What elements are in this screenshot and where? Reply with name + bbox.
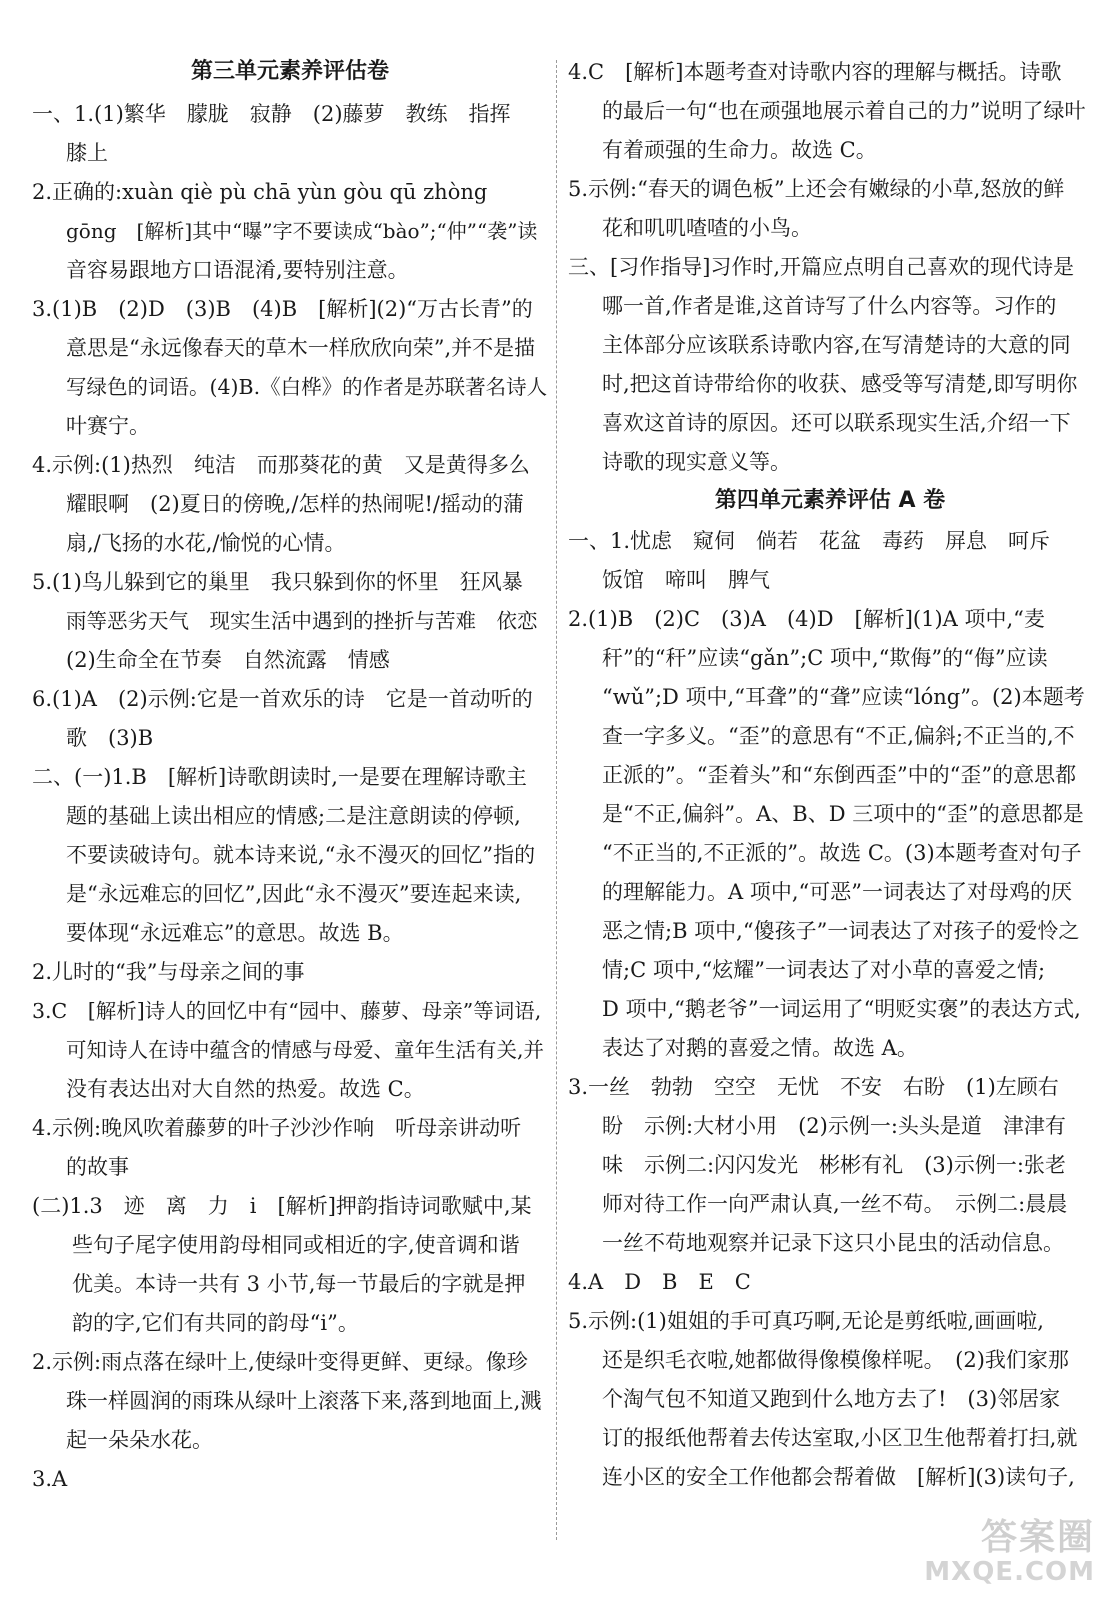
watermark-logo: 答案圈	[980, 1517, 1095, 1558]
answer-line: 主体部分应该联系诗歌内容,在写清楚诗的大意的同	[602, 333, 1071, 357]
answer-line: 哪一首,作者是谁,这首诗写了什么内容等。习作的	[602, 294, 1057, 318]
answer-line: gōng [解析]其中“曝”字不要读成“bào”;“仲”“袭”读	[66, 219, 538, 243]
answer-line: 雨等恶劣天气 现实生活中遇到的挫折与苦难 依恋	[66, 609, 538, 633]
answer-line: 写绿色的词语。(4)B.《白桦》的作者是苏联著名诗人	[66, 375, 548, 399]
answer-line: 5.(1)鸟儿躲到它的巢里 我只躲到你的怀里 狂风暴	[32, 570, 523, 594]
answer-line: 3.一丝 勃勃 空空 无忧 不安 右盼 (1)左顾右	[568, 1075, 1059, 1099]
answer-line: 的故事	[66, 1155, 129, 1179]
answer-line: 饭馆 啼叫 脾气	[602, 568, 770, 592]
answer-line: 花和叽叽喳喳的小鸟。	[602, 216, 812, 240]
answer-line: 时,把这首诗带给你的收获、感受等写清楚,即写明你	[602, 372, 1078, 396]
answer-line: 不要读破诗句。就本诗来说,“永不漫灭的回忆”指的	[66, 843, 536, 867]
answer-line: 二、(一)1.B [解析]诗歌朗读时,一是要在理解诗歌主	[32, 765, 527, 789]
answer-line: 是“永远难忘的回忆”,因此“永不漫灭”要连起来读,	[66, 882, 522, 906]
section-title-unit4: 第四单元素养评估 A 卷	[714, 488, 946, 513]
answer-line: 三、[习作指导]习作时,开篇应点明自己喜欢的现代诗是	[568, 255, 1075, 279]
answer-line: 3.C [解析]诗人的回忆中有“园中、藤萝、母亲”等词语,	[32, 999, 542, 1023]
answer-line: 一、1.(1)繁华 朦胧 寂静 (2)藤萝 教练 指挥	[32, 102, 511, 126]
answer-line: 扇,/飞扬的水花,/愉悦的心情。	[66, 531, 346, 555]
answer-line: 恶之情;B 项中,“傻孩子”一词表达了对孩子的爱怜之	[602, 919, 1080, 943]
answer-line: 2.示例:雨点落在绿叶上,使绿叶变得更鲜、更绿。像珍	[32, 1350, 528, 1374]
answer-line: 题的基础上读出相应的情感;二是注意朗读的停顿,	[66, 804, 521, 828]
answer-line: 味 示例二:闪闪发光 彬彬有礼 (3)示例一:张老	[602, 1153, 1066, 1177]
answer-line: 音容易跟地方口语混淆,要特别注意。	[66, 258, 409, 282]
answer-line: (二)1.3 迹 离 力 i [解析]押韵指诗词歌赋中,某	[32, 1194, 532, 1218]
answer-line: “不正当的,不正派的”。故选 C。(3)本题考查对句子	[602, 841, 1082, 865]
answer-line: 4.示例:晚风吹着藤萝的叶子沙沙作响 听母亲讲动听	[32, 1116, 522, 1140]
answer-line: 表达了对鹅的喜爱之情。故选 A。	[602, 1036, 918, 1060]
answer-line: “wǔ”;D 项中,“耳聋”的“聋”应读“lóng”。(2)本题考	[602, 685, 1085, 709]
answer-line: 叶赛宁。	[66, 414, 150, 438]
answer-line: 意思是“永远像春天的草木一样欣欣向荣”,并不是描	[66, 336, 536, 360]
site-watermark	[924, 1518, 1095, 1586]
answer-line: 4.A D B E C	[568, 1270, 751, 1294]
answer-line: 2.儿时的“我”与母亲之间的事	[32, 960, 305, 984]
answer-line: 珠一样圆润的雨珠从绿叶上滚落下来,落到地面上,溅	[66, 1389, 542, 1413]
answer-line: (2)生命全在节奏 自然流露 情感	[66, 648, 390, 672]
answer-line: 的理解能力。A 项中,“可恶”一词表达了对母鸡的厌	[602, 880, 1072, 904]
answer-line: 连小区的安全工作他都会帮着做 [解析](3)读句子,	[602, 1465, 1075, 1489]
answer-line: 订的报纸他帮着去传达室取,小区卫生他帮着打扫,就	[602, 1426, 1078, 1450]
answer-line: 优美。本诗一共有 3 小节,每一节最后的字就是押	[72, 1272, 526, 1296]
answer-line: 是“不正,偏斜”。A、B、D 三项中的“歪”的意思都是	[602, 802, 1084, 826]
answer-line: 没有表达出对大自然的热爱。故选 C。	[66, 1077, 425, 1101]
answer-line: 3.A	[32, 1467, 68, 1491]
answer-line: 还是织毛衣啦,她都做得像模像样呢。 (2)我们家那	[602, 1348, 1069, 1372]
answer-line: 耀眼啊 (2)夏日的傍晚,/怎样的热闹呢!/摇动的蒲	[66, 492, 525, 516]
answer-line: 3.(1)B (2)D (3)B (4)B [解析](2)“万古长青”的	[32, 297, 533, 321]
answer-line: 师对待工作一向严肃认真,一丝不苟。 示例二:晨晨	[602, 1192, 1068, 1216]
answer-line: 秆”的“秆”应读“gǎn”;C 项中,“欺侮”的“侮”应读	[602, 646, 1048, 670]
answer-line: 6.(1)A (2)示例:它是一首欢乐的诗 它是一首动听的	[32, 687, 533, 711]
section-title-unit3: 第三单元素养评估卷	[190, 59, 389, 84]
answer-line: 诗歌的现实意义等。	[602, 450, 791, 474]
answer-line: 情;C 项中,“炫耀”一词表达了对小草的喜爱之情;	[602, 958, 1046, 982]
answer-line: 4.示例:(1)热烈 纯洁 而那葵花的黄 又是黄得多么	[32, 453, 530, 477]
answer-line: 韵的字,它们有共同的韵母“i”。	[72, 1311, 359, 1335]
answer-line: 盼 示例:大材小用 (2)示例一:头头是道 津津有	[602, 1114, 1066, 1138]
answer-line: 些句子尾字使用韵母相同或相近的字,使音调和谐	[72, 1233, 520, 1257]
column-divider	[556, 60, 557, 1540]
answer-line: 一、1.忧虑 窥伺 倘若 花盆 毒药 屏息 呵斥	[568, 529, 1051, 553]
answer-line: 5.示例:(1)姐姐的手可真巧啊,无论是剪纸啦,画画啦,	[568, 1309, 1044, 1333]
answer-line: 查一字多义。“歪”的意思有“不正,偏斜;不正当的,不	[602, 724, 1075, 748]
answer-line: 2.(1)B (2)C (3)A (4)D [解析](1)A 项中,“麦	[568, 607, 1045, 631]
answer-line: 正派的”。“歪着头”和“东倒西歪”中的“歪”的意思都	[602, 763, 1077, 787]
answer-line: 喜欢这首诗的原因。还可以联系现实生活,介绍一下	[602, 411, 1071, 435]
answer-line: 起一朵朵水花。	[66, 1428, 213, 1452]
answer-line: 一丝不苟地观察并记录下这只小昆虫的活动信息。	[602, 1231, 1064, 1255]
answer-line: 要体现“永远难忘”的意思。故选 B。	[66, 921, 404, 945]
answer-line: 歌 (3)B	[66, 726, 154, 750]
answer-line: D 项中,“鹅老爷”一词运用了“明贬实褒”的表达方式,	[602, 997, 1081, 1021]
answer-line: 的最后一句“也在顽强地展示着自己的力”说明了绿叶	[602, 99, 1086, 123]
answer-line: 可知诗人在诗中蕴含的情感与母爱、童年生活有关,并	[66, 1038, 545, 1062]
watermark-site: MXQE.COM	[924, 1557, 1095, 1587]
answer-line: 2.正确的:xuàn qiè pù chā yùn gòu qū zhòng	[32, 180, 488, 204]
answer-line: 膝上	[66, 141, 108, 165]
answer-line: 有着顽强的生命力。故选 C。	[602, 138, 877, 162]
answer-line: 个淘气包不知道又跑到什么地方去了! (3)邻居家	[602, 1387, 1061, 1411]
answer-line: 4.C [解析]本题考查对诗歌内容的理解与概括。诗歌	[568, 60, 1062, 84]
answer-line: 5.示例:“春天的调色板”上还会有嫩绿的小草,怒放的鲜	[568, 177, 1065, 201]
